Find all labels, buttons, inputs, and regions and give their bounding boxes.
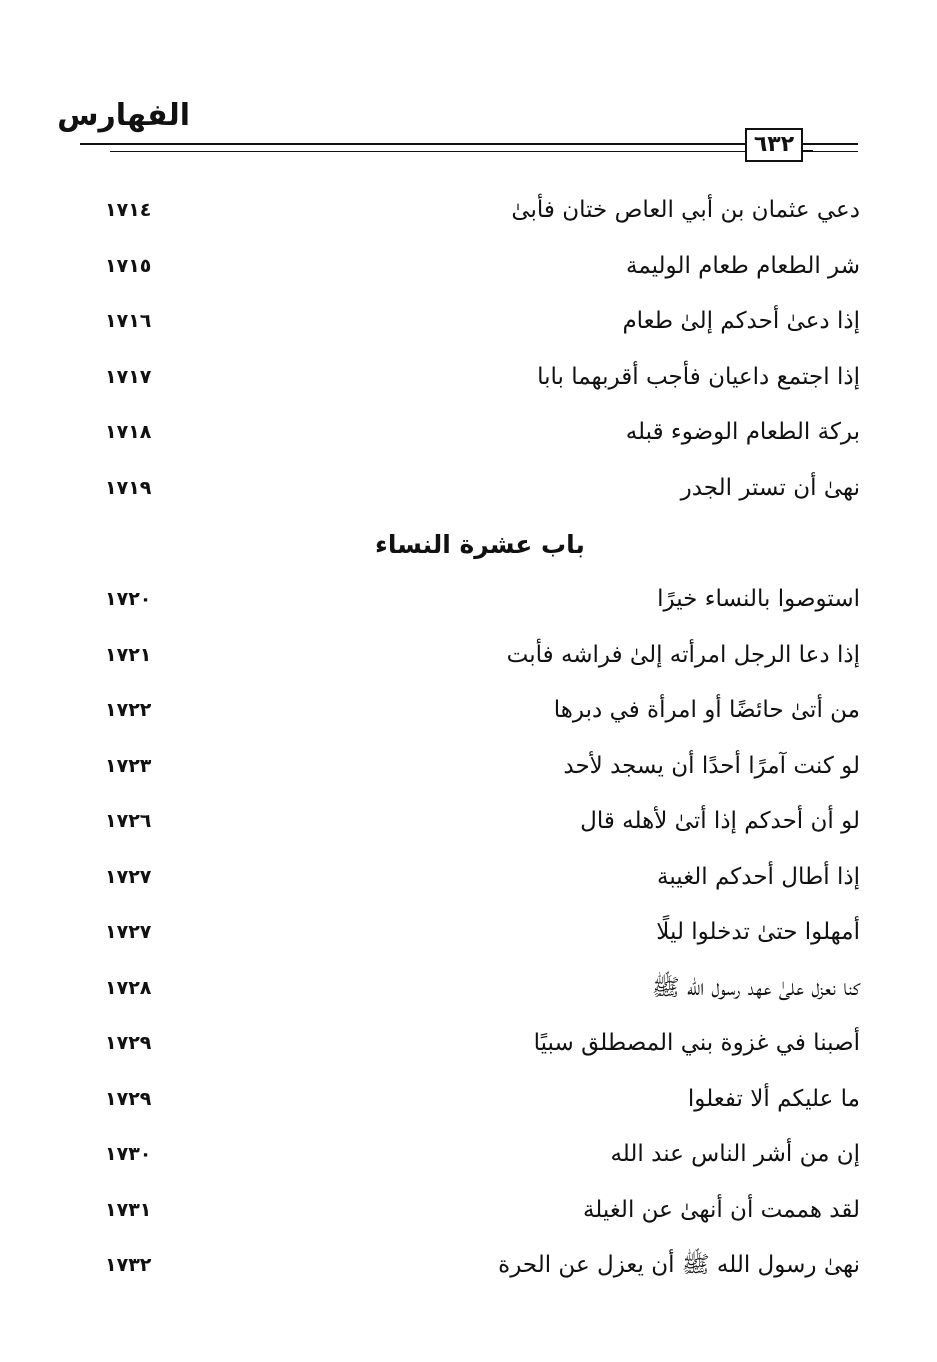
entry-number: ١٧٣١ [105, 1199, 152, 1221]
entry-text: كنا نعزل علىٰ عهد رسول الله ﷺ [651, 975, 860, 1001]
entry-number: ١٧٢٣ [105, 755, 152, 777]
index-entry [100, 1021, 860, 1065]
index-entry [100, 1188, 860, 1232]
entry-number: ١٧١٦ [105, 310, 152, 332]
index-entry [100, 577, 860, 621]
entry-text: أصبنا في غزوة بني المصطلق سبيًا [533, 1030, 860, 1056]
entry-number: ١٧١٩ [105, 477, 152, 499]
entry-text: شر الطعام طعام الوليمة [625, 253, 860, 279]
index-entry [100, 744, 860, 788]
running-title: الفهارس [57, 98, 190, 133]
header-rule-thick [80, 143, 858, 145]
section-heading: باب عشرة النساء [375, 530, 585, 559]
entry-text: لو كنت آمرًا أحدًا أن يسجد لأحد [563, 753, 860, 779]
entry-number: ١٧٢٧ [105, 866, 152, 888]
entry-number: ١٧٢٧ [105, 921, 152, 943]
entry-number: ١٧١٤ [105, 199, 152, 221]
entry-text: إن من أشر الناس عند الله [610, 1141, 860, 1167]
index-entry [100, 966, 860, 1010]
entry-number: ١٧٢٠ [105, 588, 152, 610]
entry-text: لقد هممت أن أنهىٰ عن الغيلة [582, 1197, 860, 1223]
entry-text: من أتىٰ حائضًا أو امرأة في دبرها [553, 697, 860, 723]
entry-text: نهىٰ رسول الله ﷺ أن يعزل عن الحرة [498, 1252, 860, 1278]
index-entry [100, 188, 860, 232]
index-entry [100, 910, 860, 954]
index-entry [100, 799, 860, 843]
entry-number: ١٧١٨ [105, 421, 152, 443]
page-number: ٦٣٢ [745, 128, 803, 162]
index-entry [100, 633, 860, 677]
entry-number: ١٧٢٢ [105, 699, 152, 721]
entry-number: ١٧٣٠ [105, 1143, 152, 1165]
index-entry [100, 688, 860, 732]
index-entry [100, 1132, 860, 1176]
entry-text: إذا أطال أحدكم الغيبة [656, 864, 860, 890]
entry-text: إذا اجتمع داعيان فأجب أقربهما بابا [537, 364, 860, 390]
entry-number: ١٧١٥ [105, 255, 152, 277]
entry-number: ١٧٢٨ [105, 977, 152, 999]
entry-text: إذا دعا الرجل امرأته إلىٰ فراشه فأبت [506, 642, 860, 668]
entry-text: نهىٰ أن تستر الجدر [680, 475, 860, 501]
entry-number: ١٧٢١ [105, 644, 152, 666]
index-entry [100, 1243, 860, 1287]
page-number-connector [803, 143, 813, 151]
index-entry [100, 855, 860, 899]
index-entry [100, 466, 860, 510]
index-entry [100, 299, 860, 343]
index-entry [100, 355, 860, 399]
entry-number: ١٧٣٢ [105, 1254, 152, 1276]
entry-text: إذا دعىٰ أحدكم إلىٰ طعام [622, 308, 860, 334]
entry-number: ١٧٢٩ [105, 1032, 152, 1054]
entry-text: ما عليكم ألا تفعلوا [687, 1086, 860, 1112]
entry-number: ١٧٢٦ [105, 810, 152, 832]
index-entry [100, 410, 860, 454]
index-entry [100, 244, 860, 288]
index-entry [100, 1077, 860, 1121]
entry-text: استوصوا بالنساء خيرًا [657, 586, 860, 612]
entry-text: بركة الطعام الوضوء قبله [625, 419, 860, 445]
entry-text: أمهلوا حتىٰ تدخلوا ليلًا [656, 919, 860, 945]
entry-text: دعي عثمان بن أبي العاص ختان فأبىٰ [511, 197, 860, 223]
entry-number: ١٧٢٩ [105, 1088, 152, 1110]
entry-number: ١٧١٧ [105, 366, 152, 388]
entry-text: لو أن أحدكم إذا أتىٰ لأهله قال [580, 808, 860, 834]
